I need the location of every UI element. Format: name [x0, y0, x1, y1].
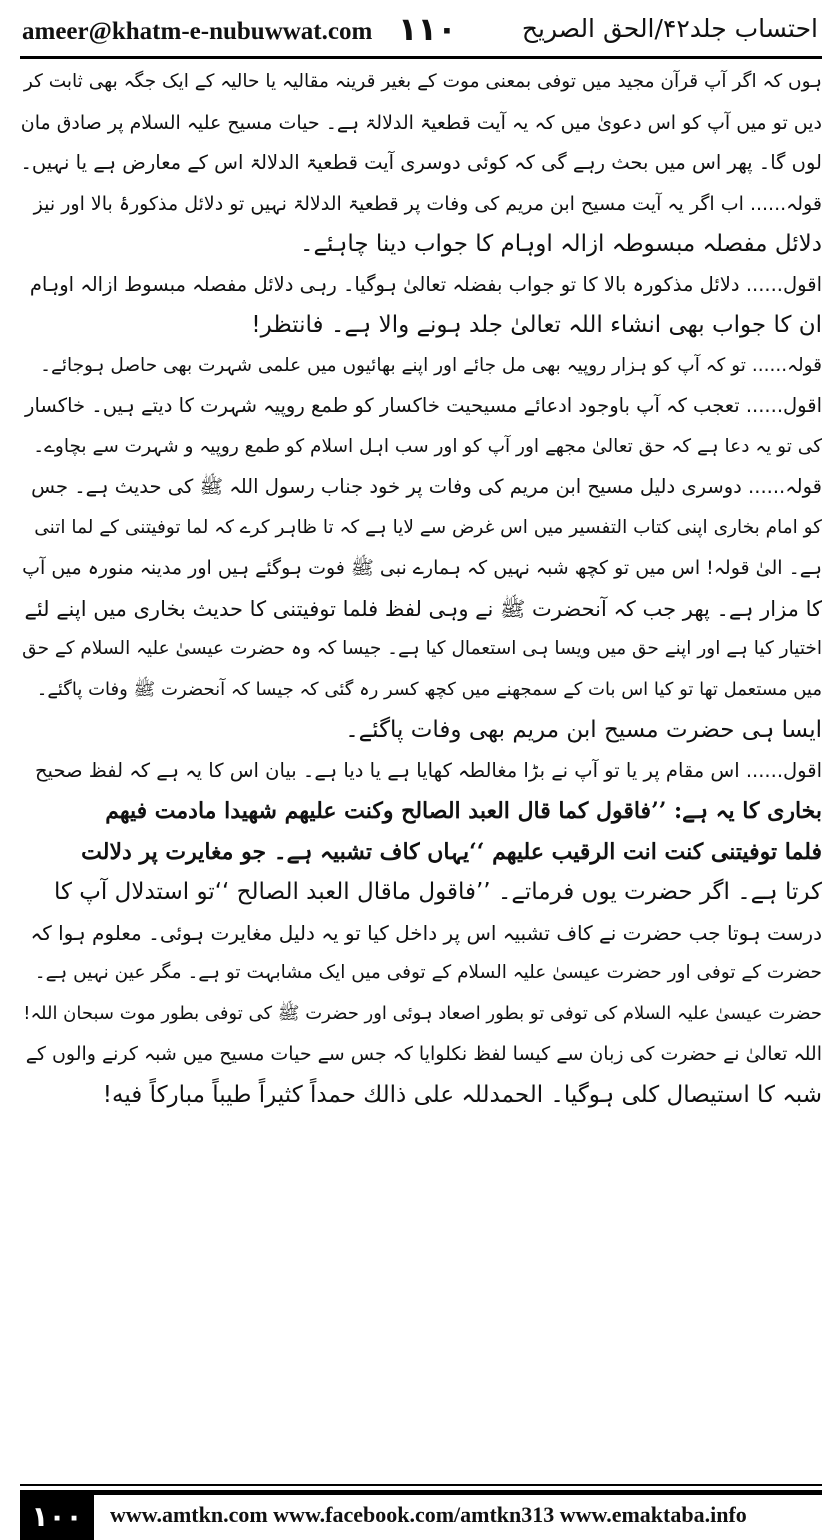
text-line: کی تو یہ دعا ہے کہ حق تعالیٰ مجھے اور آپ کو اور سب اہل اسلام کو طمع روپیہ و شہرت سے بچاوے۔ [33, 435, 822, 457]
text-line: ان کا جواب بھی انشاء اللہ تعالیٰ جلد ہونے والا ہے۔ فانتظر! [251, 312, 822, 338]
text-line: ہے۔ الیٰ قولہ! اس میں تو کچھ شبہ نہیں کہ ہمارے نبی ﷺ فوت ہوگئے ہیں اور مدینہ منورہ میں آپ [22, 557, 822, 579]
text-line: اقول...... دلائل مذکورہ بالا کا تو جواب بفضلہ تعالیٰ ہوگیا۔ رہی دلائل مفصلہ مبسوط ازالہ اوہام [29, 272, 822, 296]
footer-divider-thin [20, 1484, 822, 1486]
text-line: اقول...... تعجب کہ آپ باوجود ادعائے مسیحیت خاکسار کو طمع روپیہ شہرت کا دیتے ہیں۔ خاکسار [25, 394, 822, 417]
text-line: اختیار کیا ہے اور اپنے حق میں ویسا ہی استعمال کیا ہے۔ جیسا کہ وہ حضرت عیسیٰ علیہ السلام کے حق [22, 638, 822, 659]
text-line: لوں گا۔ پھر اس میں بحث رہے گی کہ کوئی دوسری آیت قطعیۃ الدلالۃ اس کے معارض ہے یا نہیں۔ [20, 151, 822, 174]
text-line: میں مستعمل تھا تو کیا اس بات کے سمجھنے میں کچھ کسر رہ گئی کہ جیسا کہ آنحضرت ﷺ وفات پاگئے۔ [36, 678, 822, 700]
header-email: ameer@khatm-e-nubuwwat.com [22, 18, 373, 45]
text-line: بخاری کا یہ ہے: ’’فاقول کما قال العبد الصالح وکنت علیهم شهیدا مادمت فیهم [105, 798, 822, 824]
header-divider [20, 56, 822, 59]
page-header [0, 0, 840, 58]
text-line: دیں تو میں آپ کو اس دعویٰ میں کہ یہ آیت قطعیۃ الدلالۃ ہے۔ حیات مسیح علیہ السلام پر صادق مان [20, 111, 822, 134]
text-line: اللہ تعالیٰ نے حضرت کی زبان سے کیسا لفظ نکلوایا کہ جس سے حیات مسیح میں شبہ کرنے والوں کے [25, 1043, 822, 1065]
footer-urls: www.amtkn.com www.facebook.com/amtkn313 www.emaktaba.info [110, 1502, 747, 1527]
text-line: ہوں کہ اگر آپ قرآن مجید میں توفی بمعنی موت کے بغیر قرینہ مقالیہ یا حالیہ کے ایک جگہ بھی ثابت کر [23, 71, 822, 92]
text-line: دلائل مفصلہ مبسوطہ ازالہ اوہام کا جواب دینا چاہئے۔ [300, 231, 822, 257]
text-line: حضرت عیسیٰ علیہ السلام کی توفی تو بطور اصعاد ہوئی اور حضرت ﷺ کی توفی بطور موت سبحان اللہ! [23, 1002, 822, 1024]
text-line: اقول...... اس مقام پر یا تو آپ نے بڑا مغالطہ کھایا ہے یا دیا ہے۔ بیان اس کا یہ ہے کہ لفظ صحیح [34, 758, 822, 782]
page-footer [0, 1484, 840, 1540]
text-line: ایسا ہی حضرت مسیح ابن مریم بھی وفات پاگئے۔ [345, 717, 822, 743]
footer-page-number: ۱۰۰ [20, 1494, 94, 1540]
text-line: فلما توفیتنی کنت انت الرقیب علیهم ‘‘یہاں کاف تشبیہ ہے۔ جو مغایرت پر دلالت [81, 838, 822, 865]
text-line: کا مزار ہے۔ پھر جب کہ آنحضرت ﷺ نے وہی لفظ فلما توفیتنی کا حدیث بخاری میں اپنے لئے [24, 596, 822, 621]
text-line: قولہ...... تو کہ آپ کو ہزار روپیہ بھی مل جائے اور اپنے بھائیوں میں علمی شہرت بھی حاصل ہوجائے۔ [40, 354, 822, 376]
body-text [20, 62, 822, 1482]
footer-divider-thick [20, 1490, 822, 1495]
text-line: قولہ...... دوسری دلیل مسیح ابن مریم کی وفات پر خود جناب رسول اللہ ﷺ کی حدیث ہے۔ جس [31, 475, 822, 498]
text-line: حضرت کے توفی اور حضرت عیسیٰ علیہ السلام کے توفی میں ایک مشابہت تو ہے۔ مگر عین نہیں ہے۔ [34, 962, 822, 983]
header-page-number: ۱۱۰ [398, 10, 457, 48]
text-line: کرتا ہے۔ اگر حضرت یوں فرماتے۔ ’’فاقول ماقال العبد الصالح ‘‘تو استدلال آپ کا [54, 879, 822, 905]
text-line: درست ہوتا جب حضرت نے کاف تشبیہ اس پر داخل کیا تو یہ دلیل مغایرت ہوئی۔ معلوم ہوا کہ [30, 920, 822, 945]
text-line: قولہ...... اب اگر یہ آیت مسیح ابن مریم کی وفات پر قطعیۃ الدلالۃ نہیں تو دلائل مذکورۂ بالا اور نیز [33, 192, 822, 215]
header-book-title: احتساب جلد۴۲/الحق الصریح [521, 14, 818, 43]
text-line: شبہ کا استیصال کلی ہوگیا۔ الحمدللہ علی ذالك حمداً کثیراً طیباً مبارکاً فیه! [102, 1081, 822, 1108]
text-line: کو امام بخاری اپنی کتاب التفسیر میں اس غرض سے لایا ہے کہ تا ظاہر کرے کہ لما توفیتنی کے لما اتنی [34, 516, 822, 538]
